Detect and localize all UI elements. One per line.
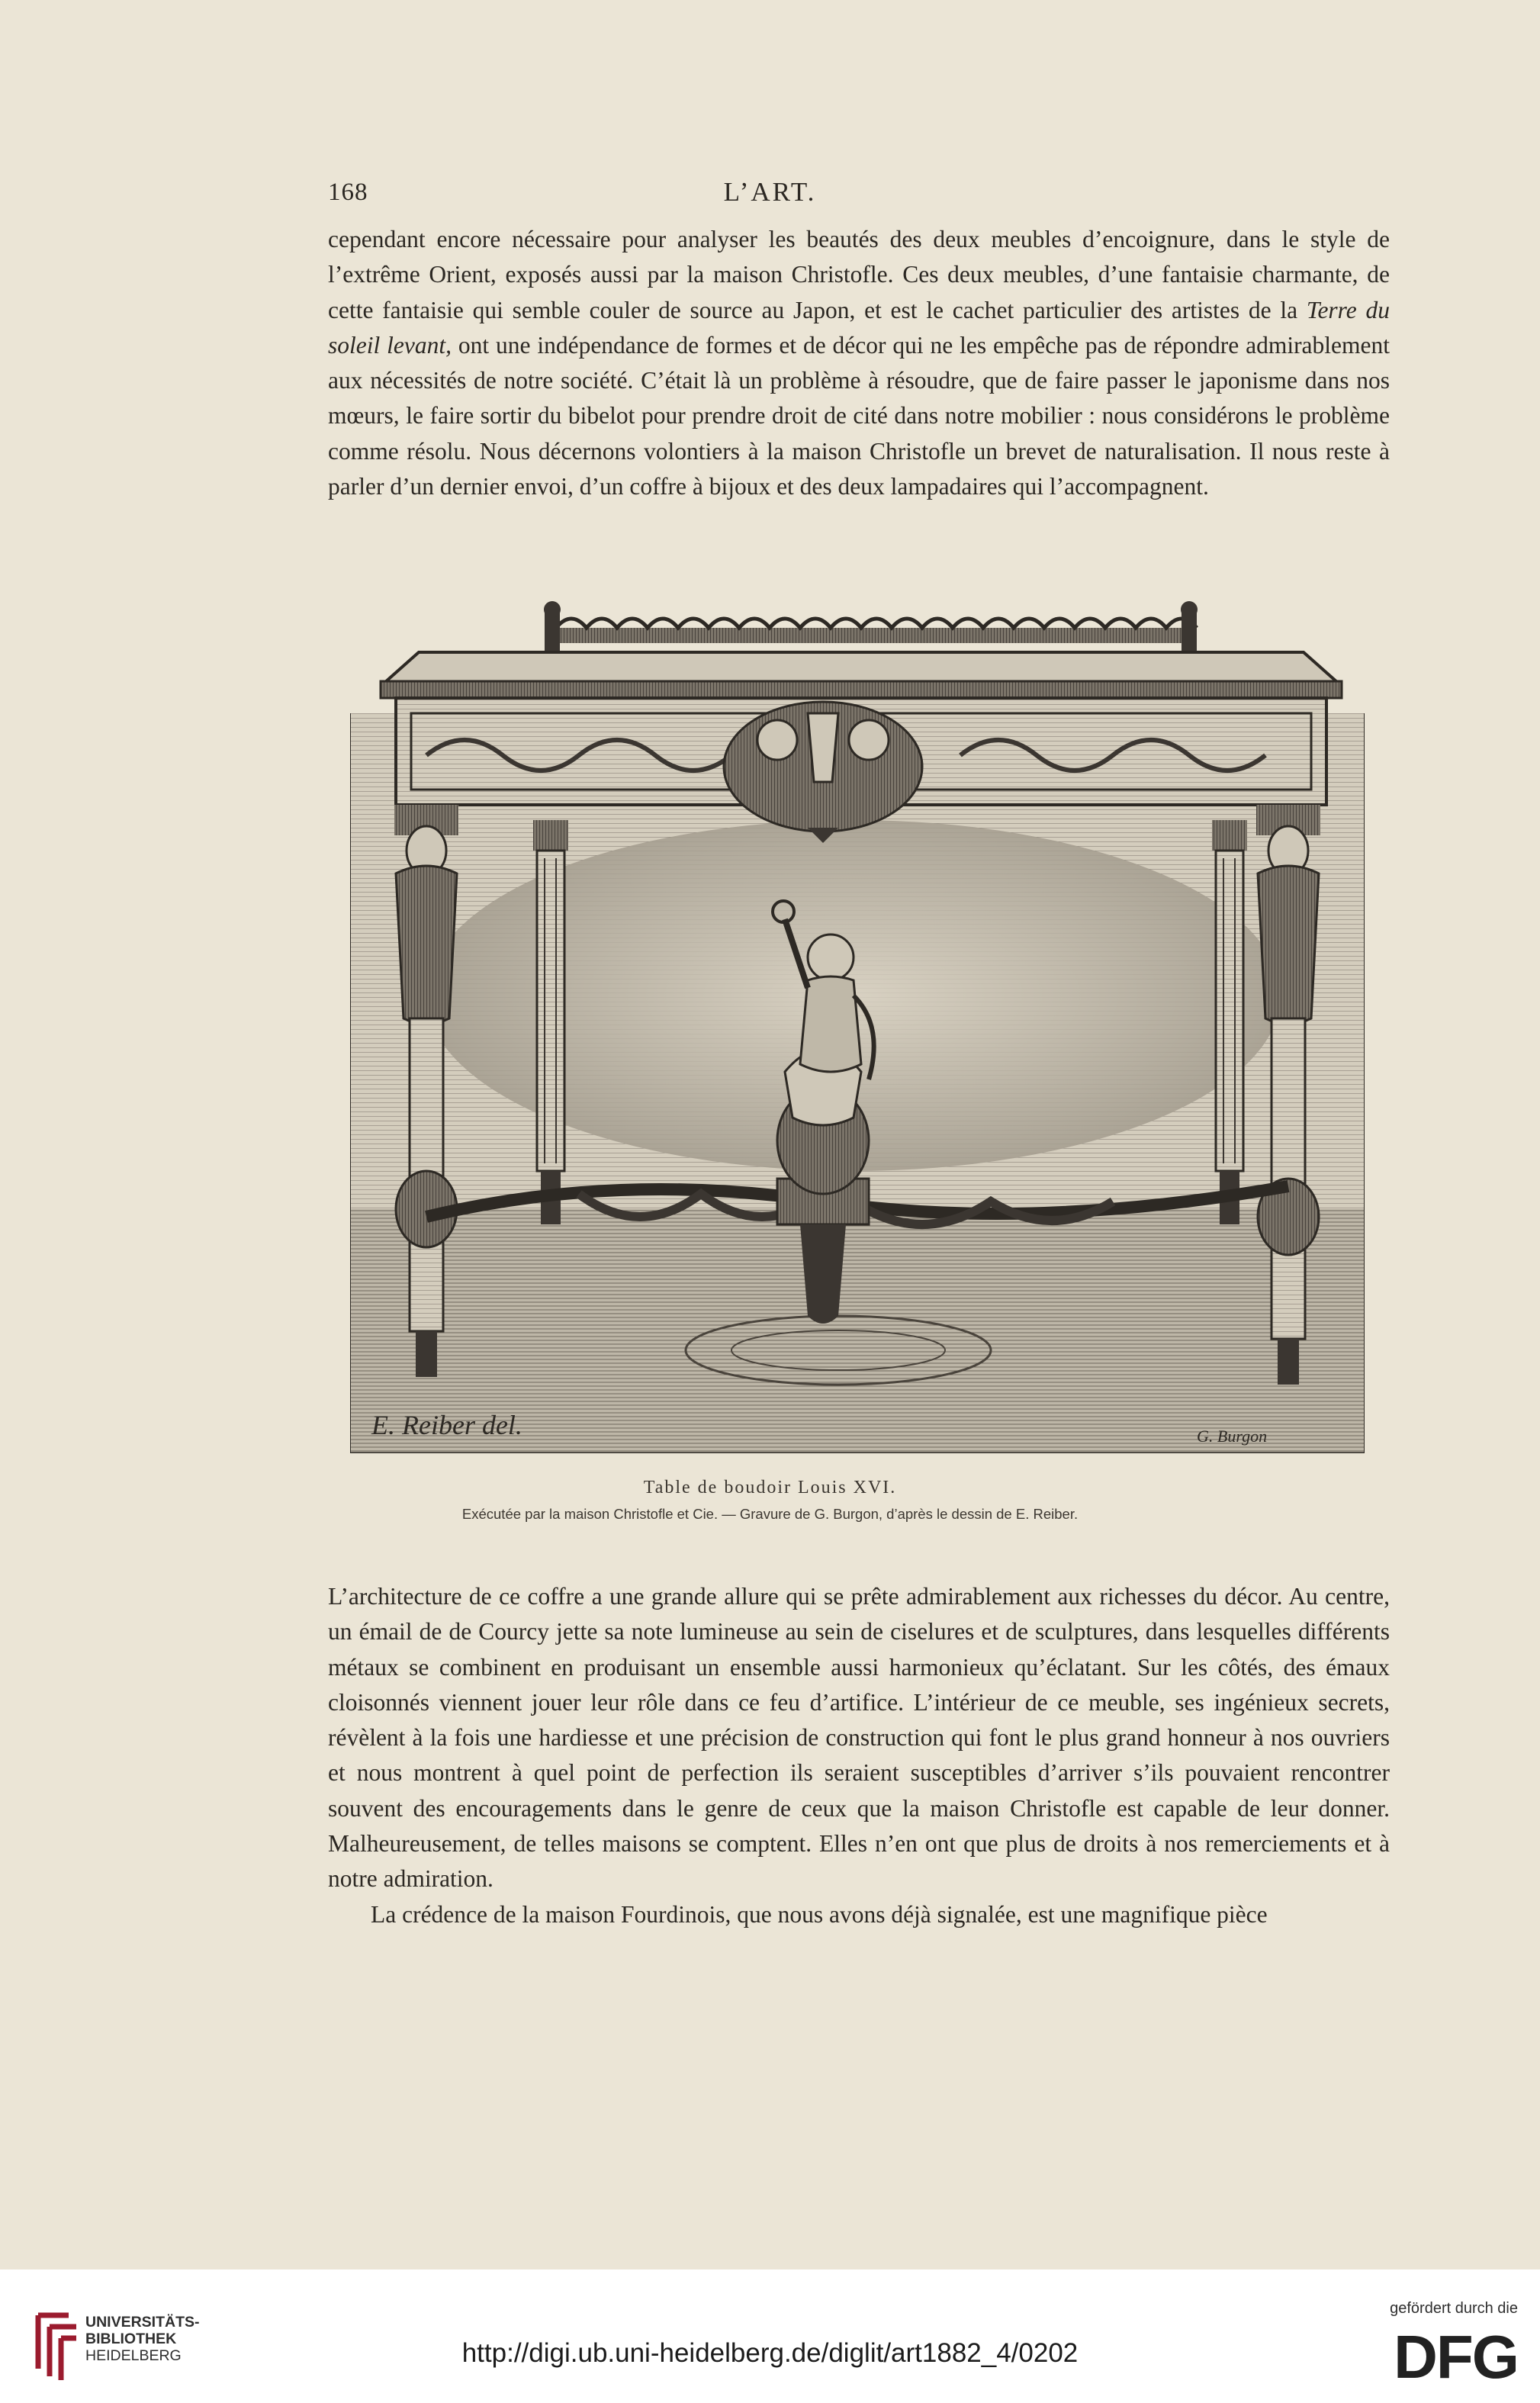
digitization-footer	[0, 2270, 1540, 2403]
dfg-logo-icon	[1365, 2324, 1518, 2384]
engraver-signature: G. Burgon	[1197, 1427, 1268, 1446]
table-engraving-illustration	[350, 599, 1365, 1453]
engraving-figure	[350, 599, 1365, 1453]
permalink-url[interactable]: http://digi.ub.uni-heidelberg.de/diglit/art1882_4/0202	[461, 2338, 1079, 2368]
bottom-text-block	[328, 1579, 1390, 1932]
figure-caption-title: Table de boudoir Louis XVI.	[643, 1478, 897, 1497]
figure-caption-credit: Exécutée par la maison Christofle et Cie. — Gravure de G. Burgon, d’après le dessin de E. Reiber.	[461, 1506, 1079, 1522]
italic-phrase: Terre du soleil levant,	[328, 296, 1390, 359]
gallery-crest	[544, 601, 1198, 652]
table-top	[384, 652, 1338, 683]
svg-text:DFG: DFG	[1394, 2324, 1518, 2384]
library-name: UNIVERSITÄTS- BIBLIOTHEK HEIDELBERG	[85, 2314, 200, 2364]
paragraph-credence: La crédence de la maison Fourdinois, que nous avons déjà signalée, est une magnifique pièce	[371, 1900, 1268, 1928]
artist-signature: E. Reiber del.	[371, 1410, 522, 1440]
page-number: 168	[328, 179, 368, 206]
funding-note: gefördert durch die	[1390, 2300, 1518, 2317]
top-paragraph	[328, 222, 1390, 504]
running-head: L’ART.	[723, 177, 817, 207]
paragraph-coffre: L’architecture de ce coffre a une grande allure qui se prête admirablement aux richesses du décor. Au centre, un émail de de Courcy jette sa note lumineuse au sein de ciselures et de sculptures, dans lesquelles différents métaux se combinent en produisant un ensemble aussi harmonieux qu’éclatant. Sur les côtés, des émaux cloisonnés viennent jouer leur rôle dans ce feu d’artifice. L’intérieur de ce meuble, ses ingénieux secrets, révèlent à la fois une hardiesse et une précision de construction qui font le plus grand honneur à nos ouvriers et nous montrent à quel point de perfection ils seraient susceptibles d’arriver s’ils pouvaient rencontrer souvent des encouragements dans le genre de ceux que la maison Christofle est capable de leur donner. Malheureusement, de telles maisons se comptent. Elles n’en ont que plus de droits à nos remerciements et à notre admiration.	[328, 1583, 1390, 1893]
top-text-part-1: cependant encore nécessaire pour analyser les beautés des deux meubles d’encoignure, dans le style de l’extrême Orient, exposés aussi par la maison Christofle. Ces deux meubles, d’une fantaisie charmante, de cette fantaisie qui semble couler de source au Japon, et est le cachet particulier des artistes de la	[328, 226, 1390, 323]
top-text-part-2: ont une indépendance de formes et de décor qui ne les empêche pas de répondre admirablement aux nécessités de notre société. C’était là un problème à résoudre, que de faire passer le japonisme dans nos mœurs, le faire sortir du bibelot pour prendre droit de cité dans notre mobilier : nous considérons le problème comme résolu. Nous décernons volontiers à la maison Christofle un brevet de naturalisation. Il nous reste à parler d’un dernier envoi, d’un coffre à bijoux et des deux lampadaires qui l’accompagnent.	[328, 331, 1391, 500]
top-text-block	[328, 222, 1390, 504]
